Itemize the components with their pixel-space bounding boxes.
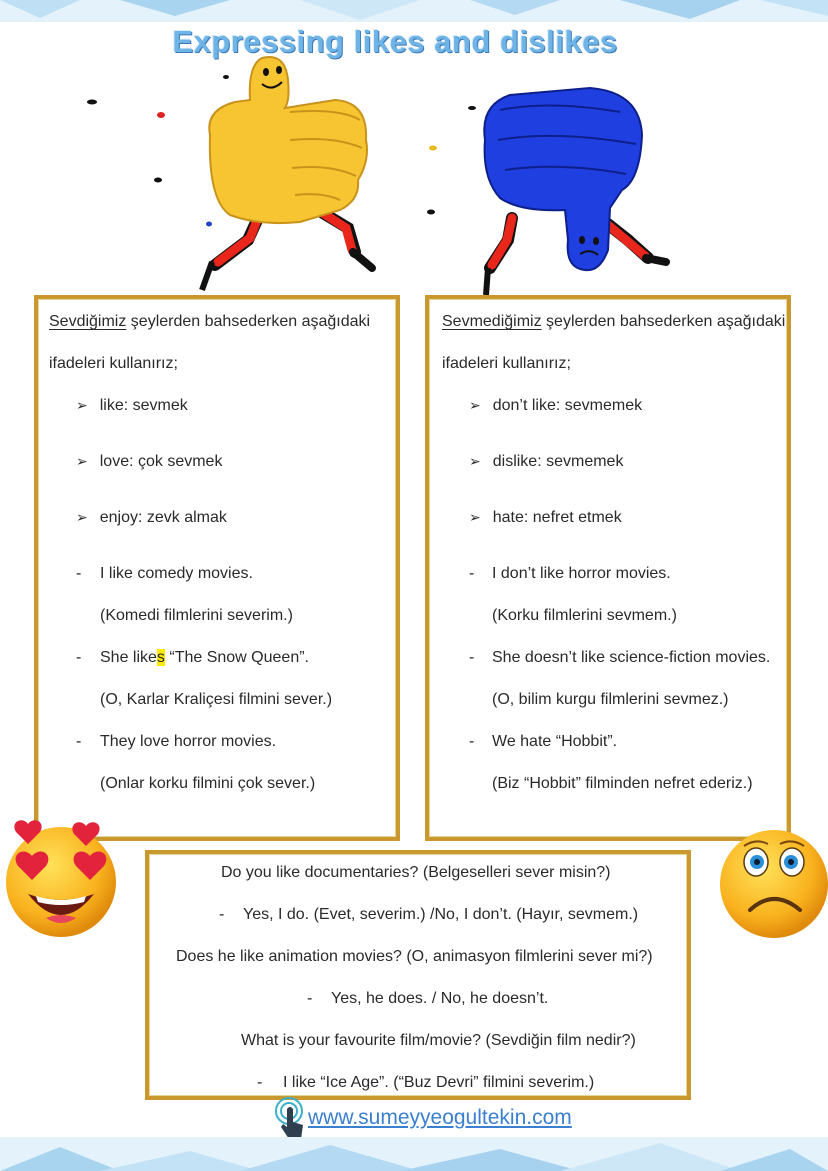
- dislikes-example-2: She doesn’t like science-fiction movies.: [492, 649, 771, 666]
- dash-marker: -: [469, 565, 475, 582]
- dislikes-intro-line1: [442, 313, 785, 331]
- answer-2: Yes, he does. / No, he doesn’t.: [331, 990, 549, 1007]
- highlighted-suffix: s: [156, 649, 165, 666]
- dislikes-bullet-text: hate: nefret etmek: [492, 509, 622, 526]
- question-2: Does he like animation movies? (O, animasyon filmlerini sever mi?): [176, 948, 653, 965]
- likes-example-2-translation: (O, Karlar Kraliçesi filmini sever.): [100, 691, 333, 708]
- dislikes-bullet-text: dislike: sevmemek: [492, 453, 624, 470]
- arrow-bullet-icon: ➢: [469, 509, 481, 525]
- likes-example-2-pre: She like: [100, 649, 157, 666]
- dislikes-bullet-text: don’t like: sevmemek: [492, 397, 643, 414]
- dislikes-example-1-translation: (Korku filmlerini sevmem.): [492, 607, 677, 624]
- page-title: Expressing likes and dislikes: [172, 24, 618, 59]
- dislikes-example-3: We hate “Hobbit”.: [492, 733, 618, 750]
- dislikes-panel: [425, 295, 791, 841]
- dislikes-intro-underlined: Sevmediğimiz: [442, 313, 542, 330]
- dash-marker: -: [469, 649, 475, 666]
- likes-bullet: [76, 453, 222, 471]
- likes-bullet: [76, 397, 188, 415]
- dislikes-example-3-translation: (Biz “Hobbit” filminden nefret ederiz.): [492, 775, 753, 792]
- likes-example-2: [100, 649, 309, 667]
- thumbs-up-icon: [202, 57, 372, 290]
- question-1: Do you like documentaries? (Belgeselleri sever misin?): [221, 864, 611, 881]
- likes-panel: [34, 295, 400, 841]
- likes-intro-underlined: Sevdiğimiz: [49, 313, 127, 330]
- dislikes-bullet: [469, 509, 622, 527]
- dislikes-example-1: I don’t like horror movies.: [492, 565, 671, 582]
- dash-marker: -: [219, 906, 225, 923]
- heart-eyes-emoji-icon: [2, 818, 120, 940]
- likes-example-2-post: “The Snow Queen”.: [164, 649, 309, 666]
- sad-face-emoji-icon: [716, 828, 828, 940]
- dislikes-intro-rest: şeylerden bahsederken aşağıdaki: [541, 313, 786, 330]
- likes-example-3-translation: (Onlar korku filmini çok sever.): [100, 775, 316, 792]
- arrow-bullet-icon: ➢: [76, 453, 88, 469]
- questions-panel: [145, 850, 691, 1100]
- arrow-bullet-icon: ➢: [469, 453, 481, 469]
- website-link[interactable]: www.sumeyyeogultekin.com: [308, 1106, 572, 1129]
- dislikes-bullet: [469, 397, 642, 415]
- dash-marker: -: [257, 1074, 263, 1091]
- likes-bullet-text: love: çok sevmek: [99, 453, 223, 470]
- arrow-bullet-icon: ➢: [469, 397, 481, 413]
- likes-intro-line1: [49, 313, 370, 331]
- thumbs-down-icon: [484, 88, 666, 295]
- dislikes-intro-line2: ifadeleri kullanırız;: [442, 355, 571, 372]
- dash-marker: -: [76, 649, 82, 666]
- likes-intro-rest: şeylerden bahsederken aşağıdaki: [126, 313, 371, 330]
- arrow-bullet-icon: ➢: [76, 509, 88, 525]
- likes-intro-line2: ifadeleri kullanırız;: [49, 355, 178, 372]
- dash-marker: -: [76, 733, 82, 750]
- answer-3: I like “Ice Age”. (“Buz Devri” filmini severim.): [283, 1074, 595, 1091]
- bottom-decorative-band: [0, 1137, 828, 1171]
- arrow-bullet-icon: ➢: [76, 397, 88, 413]
- dislikes-bullet: [469, 453, 623, 471]
- dash-marker: -: [469, 733, 475, 750]
- top-decorative-band: [0, 0, 828, 22]
- hero-illustration: [0, 40, 828, 300]
- tap-icon: [273, 1097, 307, 1141]
- likes-bullet-text: like: sevmek: [99, 397, 188, 414]
- likes-example-3: They love horror movies.: [100, 733, 277, 750]
- likes-bullet-text: enjoy: zevk almak: [99, 509, 227, 526]
- likes-example-1: I like comedy movies.: [100, 565, 253, 582]
- question-3: What is your favourite film/movie? (Sevdiğin film nedir?): [241, 1032, 636, 1049]
- answer-1: Yes, I do. (Evet, severim.) /No, I don’t. (Hayır, sevmem.): [243, 906, 639, 923]
- likes-example-1-translation: (Komedi filmlerini severim.): [100, 607, 293, 624]
- likes-bullet: [76, 509, 227, 527]
- dash-marker: -: [307, 990, 313, 1007]
- dash-marker: -: [76, 565, 82, 582]
- dislikes-example-2-translation: (O, bilim kurgu filmlerini sevmez.): [492, 691, 729, 708]
